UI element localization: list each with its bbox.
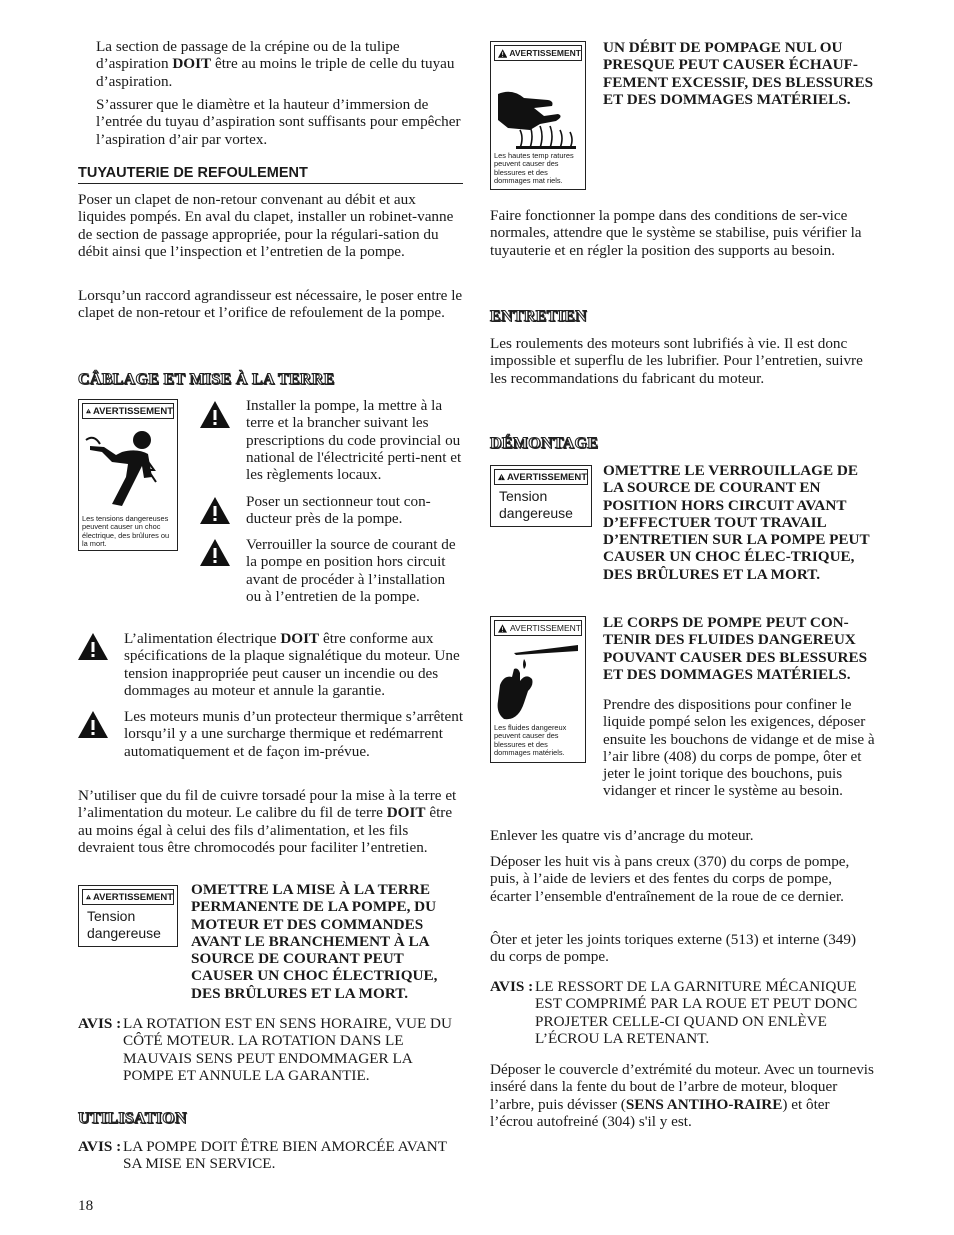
hot-surface-pictogram-icon	[494, 64, 582, 150]
warning-label-header: AVERTISSEMENT	[494, 469, 588, 485]
fluide-warning: LE CORPS DE POMPE PEUT CON-TENIR DES FLUIDES DANGEREUX POUVANT CAUSER DES BLESSURES ET DES DOMMAGES MATÉRIELS.	[603, 614, 868, 683]
fluide-paragraph: Prendre des dispositions pour confiner le liquide pompé selon les exigences, déposer ensuite les bouchons de vidange et de mise à l’air libre (408) du corps de pompe, ôter et jeter le joint torique des bouchons, puis vidanger et rincer le système au besoin.	[603, 696, 875, 800]
high-temperature-warning-label	[490, 41, 586, 190]
page-number: 18	[78, 1197, 94, 1214]
couvercle-paragraph: Déposer le couvercle d’extrémité du moteur. Avec un tournevis inséré dans la fente du bout de l’arbre de moteur, bloquer l’arbre, puis dévisser (SENS ANTIHO-RAIRE) et ôter l’écrou autofreiné (304) s'il y est.	[490, 1061, 874, 1130]
warning-label-header: AVERTISSEMENT	[494, 45, 582, 61]
cablage-warning-4: L’alimentation électrique DOIT être conforme aux spécifications de la plaque signalétique du moteur. Une tension inappropriée peut causer un incendie ou des dommages au moteur et annule la garantie.	[124, 630, 460, 699]
avis-text: LE RESSORT DE LA GARNITURE MÉCANIQUE EST COMPRIMÉ PAR LA ROUE ET PEUT DONC PROJETER CELLE-CI QUAND ON ENLÈVE L’ÉCROU LA RETENANT.	[535, 978, 858, 1047]
avis-amorcage	[78, 1138, 464, 1173]
cablage-warning-1: Installer la pompe, la mettre à la terre et la brancher suivant les prescriptions du code provincial ou national de l'électricité perti-nent et les règlements locaux.	[246, 397, 462, 484]
warning-triangle-icon	[78, 711, 108, 738]
warning-label-header: AVERTISSEMENT	[82, 889, 174, 905]
entretien-paragraph: Les roulements des moteurs sont lubrifiés à vie. Il est donc impossible et superflu de les lubrifier. Pour l’entretien, suivre les recommandations du fabricant du moteur.	[490, 335, 863, 387]
avis-rotation	[78, 1015, 464, 1084]
joints-paragraph: Ôter et jeter les joints toriques externe (513) et interne (349) du corps de pompe.	[490, 931, 857, 966]
warning-label-caption: Les hautes temp ratures peuvent causer des blessures et des dommages mat riels.	[494, 151, 574, 186]
dangerous-voltage-label	[78, 885, 178, 947]
warning-triangle-icon	[498, 49, 507, 58]
cuivre-paragraph: N’utiliser que du fil de cuivre torsadé pour la mise à la terre et l’alimentation du moteur. Le calibre du fil de terre DOIT être au moins égal à celui des fils d’alimentation, et les fils devraient tous être chromocodés pour faciliter l’entretien.	[78, 787, 457, 856]
intro-paragraph-2: S’assurer que le diamètre et la hauteur d’immersion de l’entrée du tuyau d’aspiration sont suffisants pour empêcher l’aspiration d’air par vortex.	[96, 96, 461, 148]
chaleur-warning: UN DÉBIT DE POMPAGE NUL OU PRESQUE PEUT CAUSER ÉCHAUF-FEMENT EXCESSIF, DES BLESSURES ET DES DOMMAGES MATÉRIELS.	[603, 39, 874, 108]
entretien-heading: ENTRETIEN	[490, 308, 587, 325]
hazardous-fluids-warning-label	[490, 616, 586, 763]
chaleur-paragraph: Faire fonctionner la pompe dans des conditions de ser-vice normales, attendre que le système se stabilise, puis vérifier la tuyauterie et en régler la position des supports au besoin.	[490, 207, 862, 259]
vis-paragraph: Enlever les quatre vis d’ancrage du moteur.	[490, 827, 754, 844]
avis-text: LA POMPE DOIT ÊTRE BIEN AMORCÉE AVANT SA MISE EN SERVICE.	[123, 1138, 447, 1173]
terre-warning: OMETTRE LA MISE À LA TERRE PERMANENTE DE LA POMPE, DU MOTEUR ET DES COMMANDES AVANT LE BRANCHEMENT À LA SOURCE DE COURANT PEUT CAUSER UN CHOC ÉLECTRIQUE, DES BRÛLURES ET LA MORT.	[191, 881, 438, 1002]
cablage-warning-5: Les moteurs munis d’un protecteur thermique s’arrêtent lorsqu’il y a une surcharge thermique et redémarrent automatiquement et de façon im-prévue.	[124, 708, 464, 760]
warning-triangle-icon	[498, 472, 505, 482]
refoulement-heading: TUYAUTERIE DE REFOULEMENT	[78, 165, 463, 184]
avis-key: AVIS :	[78, 1138, 122, 1155]
warning-triangle-icon	[86, 406, 91, 416]
demontage-heading: DÉMONTAGE	[490, 435, 599, 452]
refoulement-paragraph-1: Poser un clapet de non-retour convenant au débit et aux liquides pompés. En aval du clapet, installer un robinet-vanne de section de passage appropriée, pour la régulari-sation du débit ainsi que l’inspection et l’entretien de la pompe.	[78, 191, 454, 260]
intro-paragraph-1: La section de passage de la crépine ou de la tulipe d’aspiration DOIT être au moins le triple de celle du tuyau d’aspiration.	[96, 38, 455, 90]
warning-label-caption: Les tensions dangereuses peuvent causer un choc électrique, des brûlures ou la mort.	[82, 514, 170, 549]
warning-label-text: Tension dangereuse	[499, 488, 573, 521]
refoulement-paragraph-2: Lorsqu’un raccord agrandisseur est nécessaire, le poser entre le clapet de non-retour et l’orifice de refoulement de la pompe.	[78, 287, 463, 322]
verrou-warning: OMETTRE LE VERROUILLAGE DE LA SOURCE DE COURANT EN POSITION HORS CIRCUIT AVANT D’EFFECTUER TOUT TRAVAIL D’ENTRETIEN SUR LA POMPE PEUT CAUSER UN CHOC ÉLEC-TRIQUE, DES BRÛLURES ET LA MORT.	[603, 462, 870, 583]
dangerous-voltage-label	[490, 465, 592, 527]
warning-label-header: AVERTISSEMENT	[494, 620, 582, 636]
warning-triangle-icon	[200, 401, 230, 428]
warning-label-header: AVERTISSEMENT	[82, 403, 174, 419]
electric-shock-pictogram-icon	[82, 422, 174, 510]
hazardous-fluid-pictogram-icon	[494, 639, 582, 723]
avis-key: AVIS :	[490, 978, 534, 995]
avis-ressort	[490, 978, 874, 1047]
warning-triangle-icon	[498, 624, 507, 633]
cablage-heading: CÂBLAGE ET MISE À LA TERRE	[78, 371, 335, 388]
electric-shock-warning-label	[78, 399, 178, 551]
warning-triangle-icon	[200, 497, 230, 524]
warning-triangle-icon	[86, 892, 91, 902]
warning-label-text: Tension dangereuse	[87, 908, 161, 941]
avis-text: LA ROTATION EST EN SENS HORAIRE, VUE DU CÔTÉ MOTEUR. LA ROTATION DANS LE MAUVAIS SENS PEUT ENDOMMAGER LA POMPE ET ANNULE LA GARANTIE.	[123, 1015, 452, 1084]
utilisation-heading: UTILISATION	[78, 1110, 187, 1127]
warning-triangle-icon	[200, 539, 230, 566]
cablage-warning-3: Verrouiller la source de courant de la pompe en position hors circuit avant de procéder à l’installation ou à l’entretien de la pompe.	[246, 536, 456, 605]
warning-label-caption: Les fluides dangereux peuvent causer des blessures et des dommages matériels.	[494, 723, 567, 758]
avis-key: AVIS :	[78, 1015, 122, 1032]
warning-triangle-icon	[78, 633, 108, 660]
huit-vis-paragraph: Déposer les huit vis à pans creux (370) du corps de pompe, puis, à l’aide de leviers et des fentes du corps de pompe, écarter l’ensemble d'entraînement de la roue de ce dernier.	[490, 853, 850, 905]
cablage-warning-2: Poser un sectionneur tout con-ducteur près de la pompe.	[246, 493, 431, 528]
